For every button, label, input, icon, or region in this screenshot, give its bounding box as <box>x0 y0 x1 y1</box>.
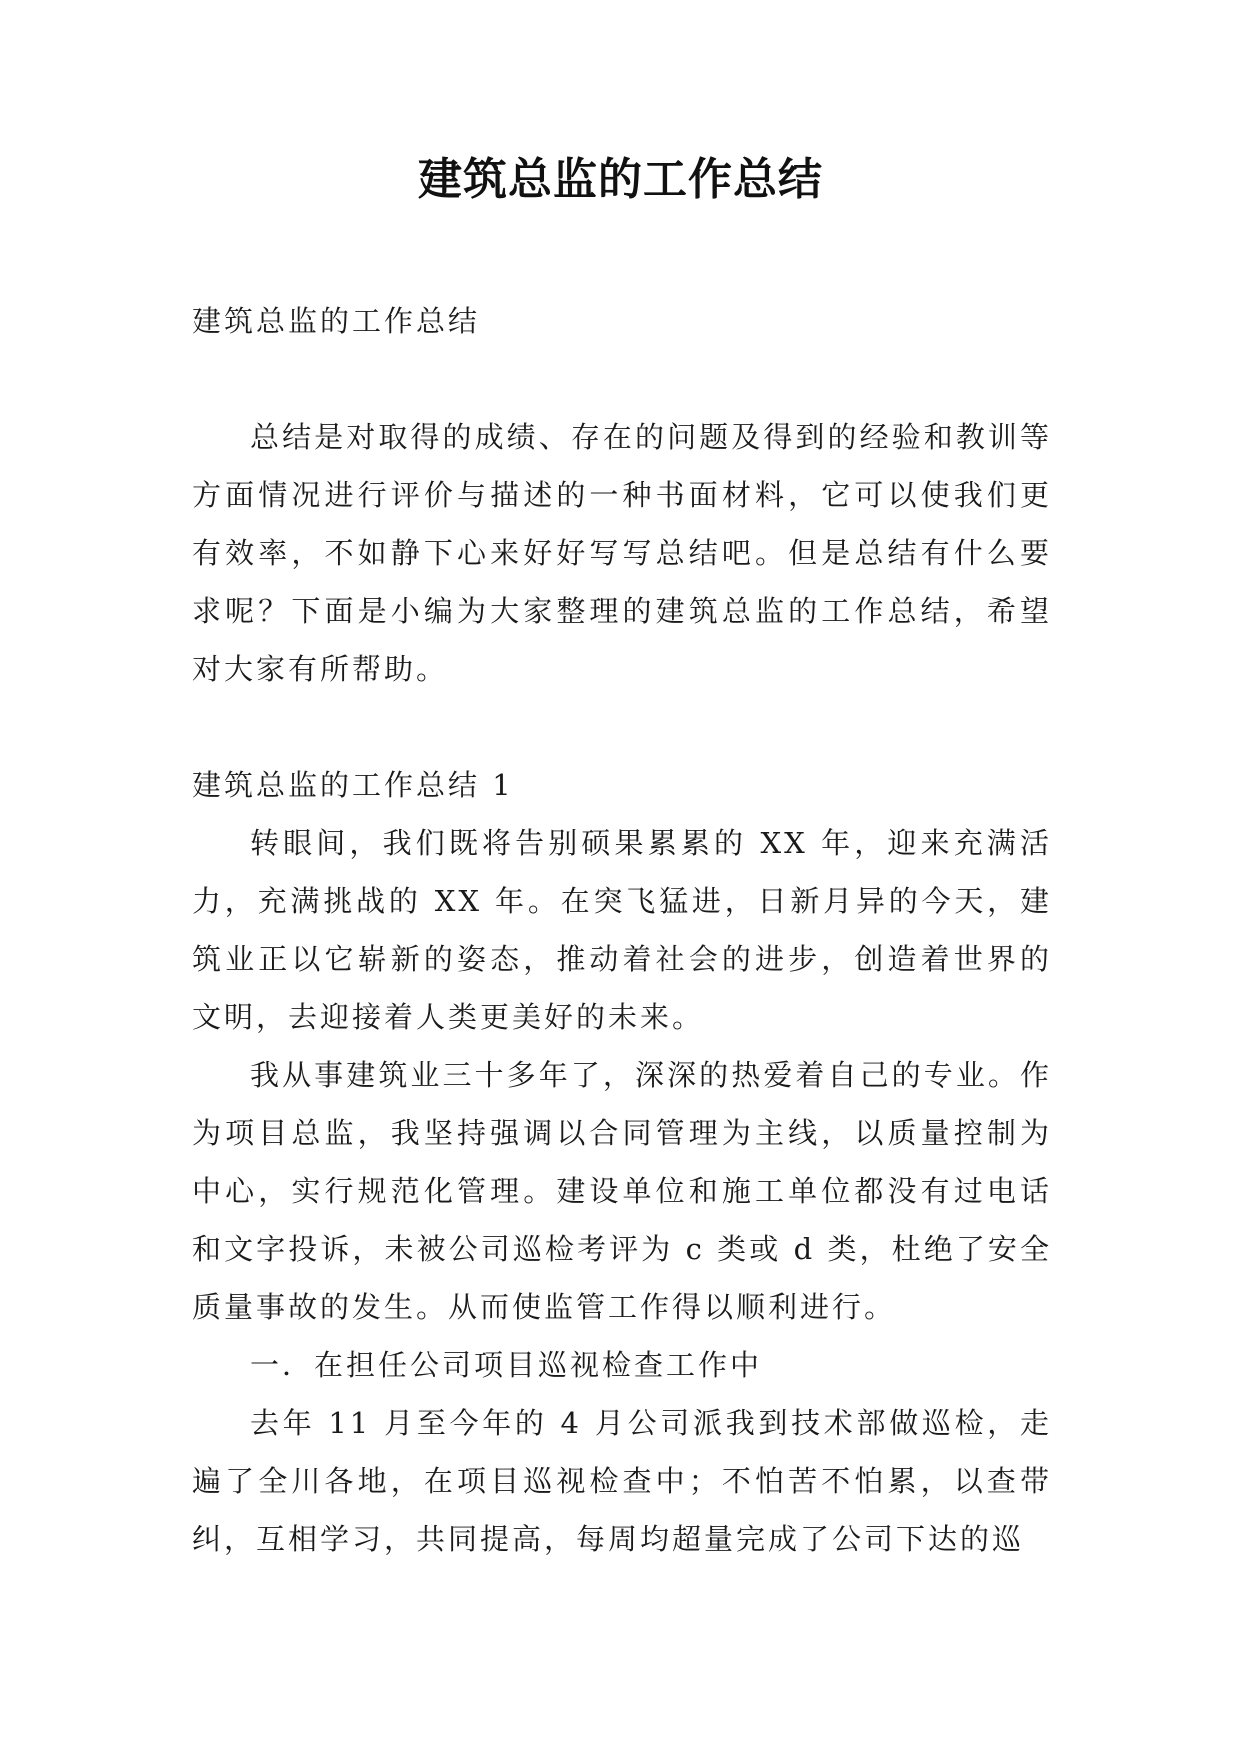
document-body <box>192 292 1052 1568</box>
subsection-heading: 一．在担任公司项目巡视检查工作中 <box>250 1348 763 1382</box>
intro-paragraph: 总结是对取得的成绩、存在的问题及得到的经验和教训等方面情况进行评价与描述的一种书面材料，它可以使我们更有效率，不如静下心来好好写写总结吧。但是总结有什么要求呢？下面是小编为大家整理的建筑总监的工作总结，希望对大家有所帮助。 <box>192 420 1052 686</box>
document-subtitle: 建筑总监的工作总结 <box>192 304 481 338</box>
document-title: 建筑总监的工作总结 <box>418 154 823 205</box>
spacer <box>192 350 1052 408</box>
body-paragraph-2: 我从事建筑业三十多年了，深深的热爱着自己的专业。作为项目总监，我坚持强调以合同管理为主线，以质量控制为中心，实行规范化管理。建设单位和施工单位都没有过电话和文字投诉，未被公司巡检考评为 c 类或 d 类，杜绝了安全质量事故的发生。从而使监管工作得以顺利进行。 <box>192 1058 1052 1324</box>
spacer <box>192 698 1052 756</box>
section-heading: 建筑总监的工作总结 1 <box>192 768 514 802</box>
body-paragraph-1: 转眼间，我们既将告别硕果累累的 XX 年，迎来充满活力，充满挑战的 XX 年。在突飞猛进，日新月异的今天，建筑业正以它崭新的姿态，推动着社会的进步，创造着世界的文明，去迎接着人类更美好的未来。 <box>192 826 1052 1034</box>
body-paragraph-3: 去年 11 月至今年的 4 月公司派我到技术部做巡检，走遍了全川各地，在项目巡视检查中；不怕苦不怕累，以查带纠，互相学习，共同提高，每周均超量完成了公司下达的巡 <box>192 1406 1052 1556</box>
